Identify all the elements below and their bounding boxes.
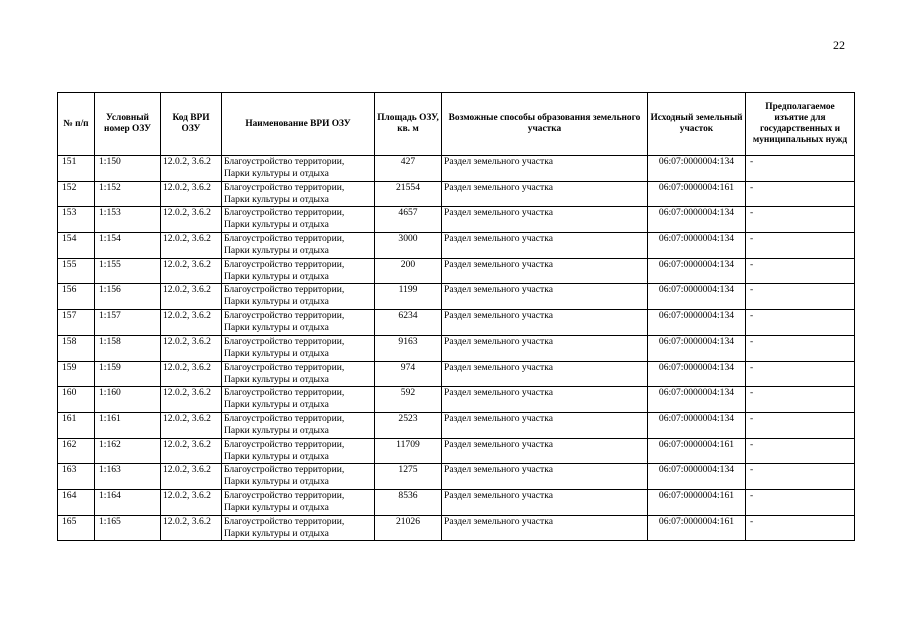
cell-use-name: Благоустройство территории, Парки культуры и отдыха — [222, 438, 375, 464]
cell-expropriation: - — [746, 207, 855, 233]
cell-expropriation: - — [746, 335, 855, 361]
cell-area: 8536 — [375, 489, 442, 515]
cell-formation-method: Раздел земельного участка — [442, 335, 648, 361]
cell-use-code: 12.0.2, 3.6.2 — [161, 156, 222, 182]
table-row — [58, 387, 855, 413]
cell-formation-method: Раздел земельного участка — [442, 489, 648, 515]
cell-use-code: 12.0.2, 3.6.2 — [161, 438, 222, 464]
cell-formation-method: Раздел земельного участка — [442, 258, 648, 284]
cell-use-code: 12.0.2, 3.6.2 — [161, 207, 222, 233]
cell-use-name: Благоустройство территории, Парки культуры и отдыха — [222, 156, 375, 182]
cell-num: 162 — [58, 438, 95, 464]
page-number: 22 — [833, 38, 845, 52]
cell-expropriation: - — [746, 258, 855, 284]
cell-num: 165 — [58, 515, 95, 541]
cell-use-name: Благоустройство территории, Парки культуры и отдыха — [222, 387, 375, 413]
table-row — [58, 310, 855, 336]
cell-area: 200 — [375, 258, 442, 284]
land-plots-table — [57, 92, 855, 541]
cell-source-plot: 06:07:0000004:134 — [648, 156, 746, 182]
cell-use-name: Благоустройство территории, Парки культуры и отдыха — [222, 233, 375, 259]
cell-use-code: 12.0.2, 3.6.2 — [161, 181, 222, 207]
cell-expropriation: - — [746, 233, 855, 259]
cell-use-code: 12.0.2, 3.6.2 — [161, 412, 222, 438]
cell-source-plot: 06:07:0000004:134 — [648, 464, 746, 490]
cell-use-name: Благоустройство территории, Парки культуры и отдыха — [222, 310, 375, 336]
cell-source-plot: 06:07:0000004:134 — [648, 310, 746, 336]
table-row — [58, 207, 855, 233]
header-num: № п/п — [58, 93, 95, 156]
cell-use-name: Благоустройство территории, Парки культуры и отдыха — [222, 361, 375, 387]
cell-conditional-number: 1:159 — [95, 361, 161, 387]
table-row — [58, 438, 855, 464]
cell-expropriation: - — [746, 464, 855, 490]
cell-expropriation: - — [746, 387, 855, 413]
cell-area: 2523 — [375, 412, 442, 438]
cell-area: 1199 — [375, 284, 442, 310]
cell-source-plot: 06:07:0000004:134 — [648, 361, 746, 387]
cell-conditional-number: 1:155 — [95, 258, 161, 284]
header-use-name: Наименование ВРИ ОЗУ — [222, 93, 375, 156]
cell-area: 4657 — [375, 207, 442, 233]
cell-use-name: Благоустройство территории, Парки культуры и отдыха — [222, 284, 375, 310]
table-row — [58, 464, 855, 490]
cell-num: 158 — [58, 335, 95, 361]
cell-conditional-number: 1:152 — [95, 181, 161, 207]
cell-use-name: Благоустройство территории, Парки культуры и отдыха — [222, 181, 375, 207]
cell-use-code: 12.0.2, 3.6.2 — [161, 310, 222, 336]
cell-use-code: 12.0.2, 3.6.2 — [161, 489, 222, 515]
cell-use-name: Благоустройство территории, Парки культуры и отдыха — [222, 464, 375, 490]
cell-formation-method: Раздел земельного участка — [442, 515, 648, 541]
cell-area: 11709 — [375, 438, 442, 464]
cell-source-plot: 06:07:0000004:134 — [648, 233, 746, 259]
cell-expropriation: - — [746, 181, 855, 207]
cell-num: 155 — [58, 258, 95, 284]
cell-num: 152 — [58, 181, 95, 207]
table-body — [58, 156, 855, 541]
cell-formation-method: Раздел земельного участка — [442, 361, 648, 387]
cell-formation-method: Раздел земельного участка — [442, 181, 648, 207]
cell-expropriation: - — [746, 361, 855, 387]
table-row — [58, 156, 855, 182]
cell-area: 3000 — [375, 233, 442, 259]
cell-area: 21554 — [375, 181, 442, 207]
cell-use-name: Благоустройство территории, Парки культуры и отдыха — [222, 489, 375, 515]
table-row — [58, 335, 855, 361]
cell-use-code: 12.0.2, 3.6.2 — [161, 258, 222, 284]
cell-use-code: 12.0.2, 3.6.2 — [161, 387, 222, 413]
cell-use-code: 12.0.2, 3.6.2 — [161, 361, 222, 387]
header-expropriation: Предполагаемое изъятие для государственных и муниципальных нужд — [746, 93, 855, 156]
cell-conditional-number: 1:158 — [95, 335, 161, 361]
cell-formation-method: Раздел земельного участка — [442, 464, 648, 490]
cell-use-name: Благоустройство территории, Парки культуры и отдыха — [222, 258, 375, 284]
cell-conditional-number: 1:164 — [95, 489, 161, 515]
cell-conditional-number: 1:161 — [95, 412, 161, 438]
cell-conditional-number: 1:160 — [95, 387, 161, 413]
header-use-code: Код ВРИ ОЗУ — [161, 93, 222, 156]
cell-source-plot: 06:07:0000004:161 — [648, 438, 746, 464]
cell-num: 153 — [58, 207, 95, 233]
cell-conditional-number: 1:162 — [95, 438, 161, 464]
cell-use-code: 12.0.2, 3.6.2 — [161, 464, 222, 490]
cell-formation-method: Раздел земельного участка — [442, 284, 648, 310]
cell-area: 21026 — [375, 515, 442, 541]
cell-num: 164 — [58, 489, 95, 515]
cell-num: 160 — [58, 387, 95, 413]
cell-formation-method: Раздел земельного участка — [442, 387, 648, 413]
cell-area: 974 — [375, 361, 442, 387]
cell-num: 157 — [58, 310, 95, 336]
cell-conditional-number: 1:157 — [95, 310, 161, 336]
cell-use-code: 12.0.2, 3.6.2 — [161, 515, 222, 541]
cell-area: 1275 — [375, 464, 442, 490]
cell-num: 154 — [58, 233, 95, 259]
cell-use-code: 12.0.2, 3.6.2 — [161, 335, 222, 361]
cell-conditional-number: 1:154 — [95, 233, 161, 259]
header-conditional-number: Условный номер ОЗУ — [95, 93, 161, 156]
cell-area: 592 — [375, 387, 442, 413]
cell-num: 161 — [58, 412, 95, 438]
cell-conditional-number: 1:156 — [95, 284, 161, 310]
cell-source-plot: 06:07:0000004:134 — [648, 335, 746, 361]
cell-formation-method: Раздел земельного участка — [442, 438, 648, 464]
table-row — [58, 258, 855, 284]
header-area: Площадь ОЗУ, кв. м — [375, 93, 442, 156]
cell-source-plot: 06:07:0000004:134 — [648, 258, 746, 284]
cell-use-name: Благоустройство территории, Парки культуры и отдыха — [222, 515, 375, 541]
cell-num: 156 — [58, 284, 95, 310]
cell-area: 9163 — [375, 335, 442, 361]
table-row — [58, 361, 855, 387]
cell-num: 159 — [58, 361, 95, 387]
table-row — [58, 181, 855, 207]
cell-formation-method: Раздел земельного участка — [442, 310, 648, 336]
cell-use-name: Благоустройство территории, Парки культуры и отдыха — [222, 335, 375, 361]
cell-source-plot: 06:07:0000004:134 — [648, 412, 746, 438]
cell-source-plot: 06:07:0000004:161 — [648, 181, 746, 207]
header-source-plot: Исходный земельный участок — [648, 93, 746, 156]
cell-expropriation: - — [746, 489, 855, 515]
cell-formation-method: Раздел земельного участка — [442, 233, 648, 259]
cell-source-plot: 06:07:0000004:161 — [648, 489, 746, 515]
cell-conditional-number: 1:150 — [95, 156, 161, 182]
table-header-row — [58, 93, 855, 156]
cell-expropriation: - — [746, 156, 855, 182]
table-row — [58, 233, 855, 259]
cell-expropriation: - — [746, 515, 855, 541]
cell-use-name: Благоустройство территории, Парки культуры и отдыха — [222, 412, 375, 438]
cell-source-plot: 06:07:0000004:134 — [648, 387, 746, 413]
cell-num: 163 — [58, 464, 95, 490]
cell-source-plot: 06:07:0000004:134 — [648, 207, 746, 233]
cell-area: 6234 — [375, 310, 442, 336]
table-row — [58, 489, 855, 515]
table-row — [58, 284, 855, 310]
cell-area: 427 — [375, 156, 442, 182]
cell-use-code: 12.0.2, 3.6.2 — [161, 233, 222, 259]
table-row — [58, 515, 855, 541]
cell-expropriation: - — [746, 310, 855, 336]
cell-num: 151 — [58, 156, 95, 182]
cell-use-name: Благоустройство территории, Парки культуры и отдыха — [222, 207, 375, 233]
header-formation-method: Возможные способы образования земельного участка — [442, 93, 648, 156]
cell-expropriation: - — [746, 412, 855, 438]
table-row — [58, 412, 855, 438]
cell-formation-method: Раздел земельного участка — [442, 156, 648, 182]
cell-formation-method: Раздел земельного участка — [442, 412, 648, 438]
cell-conditional-number: 1:163 — [95, 464, 161, 490]
cell-expropriation: - — [746, 284, 855, 310]
cell-source-plot: 06:07:0000004:161 — [648, 515, 746, 541]
cell-formation-method: Раздел земельного участка — [442, 207, 648, 233]
cell-source-plot: 06:07:0000004:134 — [648, 284, 746, 310]
cell-conditional-number: 1:165 — [95, 515, 161, 541]
cell-expropriation: - — [746, 438, 855, 464]
cell-use-code: 12.0.2, 3.6.2 — [161, 284, 222, 310]
cell-conditional-number: 1:153 — [95, 207, 161, 233]
